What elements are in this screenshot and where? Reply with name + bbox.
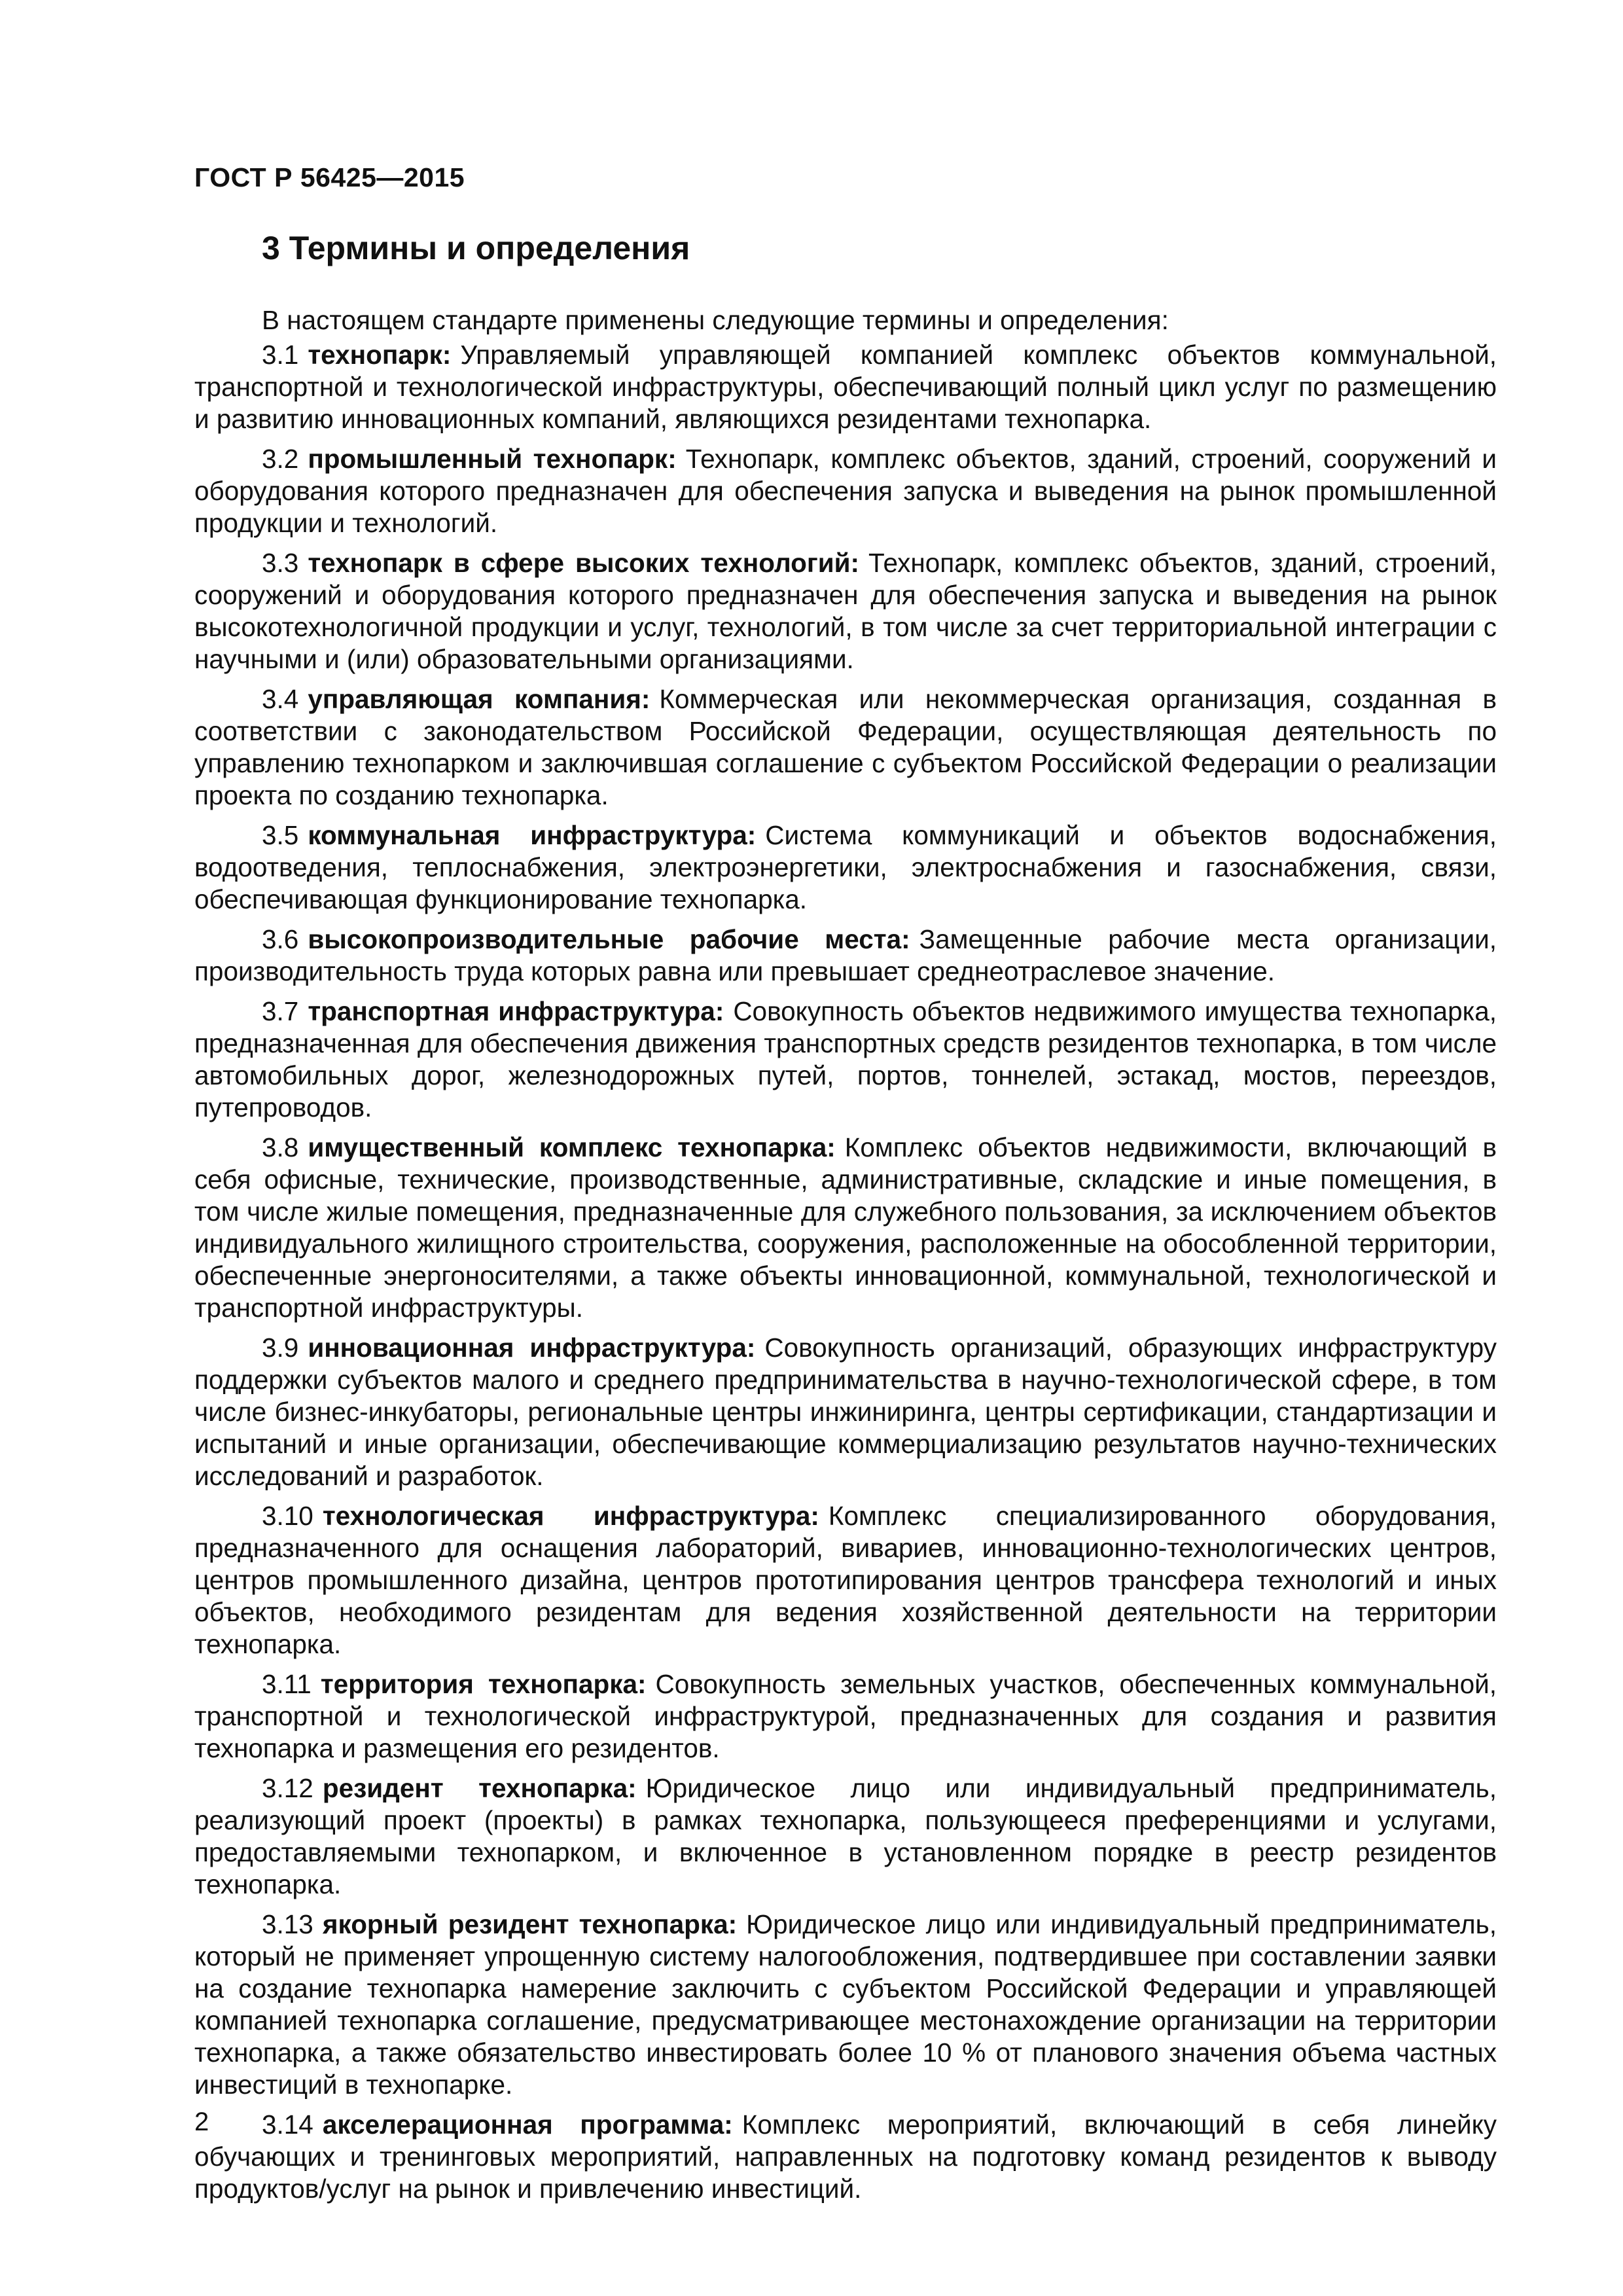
term-definition: Управляемый управляющей компанией комплекс объектов коммунальной, транспортной и технологической инфраструктуры, обеспечивающий полный цикл услуг по размещению и развитию инновационных компаний, являющихся резидентами технопарка. (194, 340, 1497, 434)
term-name: технопарк в сфере высоких технологий: (308, 548, 860, 578)
term-entry (194, 443, 1497, 539)
term-name: территория технопарка: (320, 1669, 647, 1699)
term-definition: Юридическое лицо или индивидуальный предприниматель, реализующий проект (проекты) в рамках технопарка, пользующееся преференциями и услугами, предоставляемыми технопарком, и включенное в установленном порядке в реестр резидентов технопарка. (194, 1773, 1497, 1899)
term-number: 3.7 (262, 996, 299, 1026)
term-name: промышленный технопарк: (308, 444, 677, 474)
term-entry (194, 819, 1497, 916)
term-entry (194, 996, 1497, 1124)
term-entry (194, 339, 1497, 435)
term-name: высокопроизводительные рабочие места: (308, 924, 910, 954)
term-number: 3.5 (262, 820, 299, 850)
term-name: коммунальная инфраструктура: (308, 820, 757, 850)
term-definition: Комплекс объектов недвижимости, включающий в себя офисные, технические, производственные, административные, складские и иные помещения, в том числе жилые помещения, предназначенные для служебного пользования, за исключением объектов индивидуального жилищного строительства, сооружения, расположенные на обособленной территории, обеспеченные энергоносителями, а также объекты инновационной, коммунальной, технологической и транспортной инфраструктуры. (194, 1132, 1497, 1323)
terms-list (194, 339, 1497, 2205)
term-entry (194, 547, 1497, 675)
term-number: 3.8 (262, 1132, 299, 1162)
term-definition: Совокупность земельных участков, обеспеченных коммунальной, транспортной и технологической инфраструктурой, предназначенных для создания и развития технопарка и размещения его резидентов. (194, 1669, 1497, 1763)
term-name: технопарк: (308, 340, 452, 370)
term-entry (194, 1332, 1497, 1492)
term-number: 3.9 (262, 1333, 299, 1363)
term-entry (194, 1909, 1497, 2101)
section-intro: В настоящем стандарте применены следующие термины и определения: (262, 305, 1169, 335)
term-entry (194, 683, 1497, 812)
term-number: 3.14 (262, 2109, 313, 2140)
term-definition: Технопарк, комплекс объектов, зданий, строений, сооружений и оборудования которого предназначен для обеспечения запуска и выведения на рынок высокотехнологичной продукции и услуг, технологий, в том числе за счет территориальной интеграции с научными и (или) образовательными организациями. (194, 548, 1497, 674)
term-definition: Комплекс мероприятий, включающий в себя линейку обучающих и тренинговых мероприятий, направленных на подготовку команд резидентов к выводу продуктов/услуг на рынок и привлечению инвестиций. (194, 2109, 1497, 2204)
term-definition: Совокупность организаций, образующих инфраструктуру поддержки субъектов малого и среднего предпринимательства в научно-технологической сфере, в том числе бизнес-инкубаторы, региональные центры инжиниринга, центры сертификации, стандартизации и испытаний и иные организации, обеспечивающие коммерциализацию результатов научно-технических исследований и разработок. (194, 1333, 1497, 1491)
term-number: 3.6 (262, 924, 299, 954)
term-entry (194, 1500, 1497, 1660)
section-title: 3 Термины и определения (262, 230, 690, 266)
term-definition: Замещенные рабочие места организации, производительность труда которых равна или превышает среднеотраслевое значение. (194, 924, 1497, 986)
term-number: 3.1 (262, 340, 299, 370)
term-definition: Комплекс специализированного оборудования, предназначенного для оснащения лабораторий, вивариев, инновационно-технологических центров, центров промышленного дизайна, центров прототипирования центров трансфера технологий и иных объектов, необходимого резидентам для ведения хозяйственной деятельности на территории технопарка. (194, 1501, 1497, 1659)
term-definition: Коммерческая или некоммерческая организация, созданная в соответствии с законодательством Российской Федерации, осуществляющая деятельность по управлению технопарком и заключившая соглашение с субъектом Российской Федерации о реализации проекта по созданию технопарка. (194, 684, 1497, 810)
term-number: 3.13 (262, 1909, 313, 1939)
term-number: 3.2 (262, 444, 299, 474)
term-name: транспортная инфраструктура: (308, 996, 724, 1026)
term-entry (194, 1772, 1497, 1901)
term-entry (194, 1668, 1497, 1765)
term-name: технологическая инфраструктура: (322, 1501, 819, 1531)
term-entry (194, 2109, 1497, 2205)
term-number: 3.11 (262, 1669, 312, 1699)
term-name: управляющая компания: (308, 684, 651, 714)
term-definition: Совокупность объектов недвижимого имущества технопарка, предназначенная для обеспечения движения транспортных средств резидентов технопарка, в том числе автомобильных дорог, железнодорожных путей, портов, тоннелей, эстакад, мостов, переездов, путепроводов. (194, 996, 1497, 1122)
page-number: 2 (194, 2108, 209, 2136)
term-name: имущественный комплекс технопарка: (308, 1132, 836, 1162)
term-definition: Технопарк, комплекс объектов, зданий, строений, сооружений и оборудования которого предназначен для обеспечения запуска и выведения на рынок промышленной продукции и технологий. (194, 444, 1497, 538)
term-number: 3.4 (262, 684, 299, 714)
term-entry (194, 1132, 1497, 1324)
term-name: акселерационная программа: (322, 2109, 733, 2140)
term-name: резидент технопарка: (322, 1773, 637, 1803)
term-number: 3.3 (262, 548, 299, 578)
document-code: ГОСТ Р 56425—2015 (194, 162, 465, 192)
term-name: якорный резидент технопарка: (322, 1909, 738, 1939)
term-name: инновационная инфраструктура: (308, 1333, 756, 1363)
term-definition: Юридическое лицо или индивидуальный предприниматель, который не применяет упрощенную систему налогообложения, подтвердившее при составлении заявки на создание технопарка намерение заключить с субъектом Российской Федерации и управляющей компанией технопарка соглашение, предусматривающее местонахождение организации на территории технопарка, а также обязательство инвестировать более 10 % от планового значения объема частных инвестиций в технопарке. (194, 1909, 1497, 2100)
term-entry (194, 924, 1497, 988)
terms-content (194, 304, 1497, 2213)
term-definition: Система коммуникаций и объектов водоснабжения, водоотведения, теплоснабжения, электроэнергетики, электроснабжения и газоснабжения, связи, обеспечивающая функционирование технопарка. (194, 820, 1497, 914)
term-number: 3.12 (262, 1773, 313, 1803)
term-number: 3.10 (262, 1501, 313, 1531)
